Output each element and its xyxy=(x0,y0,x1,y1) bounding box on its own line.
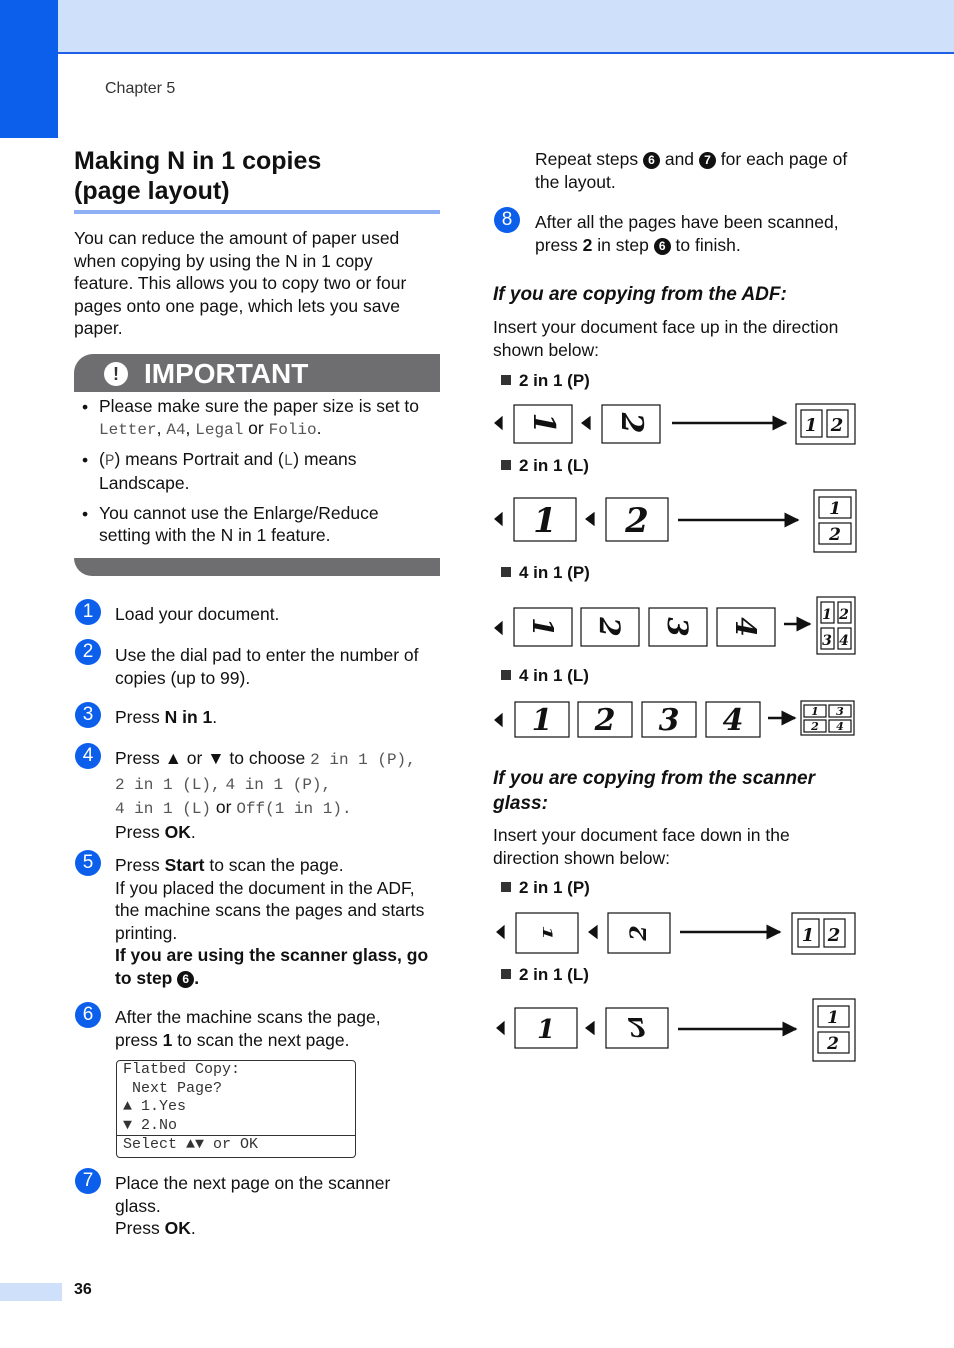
feed-arrow-icon xyxy=(582,417,590,429)
step-4-text xyxy=(115,747,445,843)
step-line xyxy=(115,747,445,772)
svg-text:2: 2 xyxy=(627,1011,647,1041)
step-line: to scan the next page. xyxy=(172,1029,350,1050)
lcd-line: ▼ 2.No xyxy=(123,1116,178,1134)
heading-line: If you are copying from the scanner xyxy=(493,768,816,789)
svg-text:3: 3 xyxy=(836,705,844,718)
bullet-text: ) means Portrait and ( xyxy=(114,449,284,469)
step-number: 5 xyxy=(75,850,101,876)
feed-arrow-icon xyxy=(497,926,504,938)
instruction-line: Insert your document face up in the direction xyxy=(493,317,839,337)
svg-text:2: 2 xyxy=(827,1034,839,1054)
step-5-text xyxy=(115,854,445,989)
step-2-text xyxy=(115,644,445,689)
svg-text:3: 3 xyxy=(658,703,680,738)
step-line xyxy=(115,1029,445,1052)
svg-text:1: 1 xyxy=(827,1008,839,1028)
layout-label-text: 2 in 1 (P) xyxy=(519,878,590,897)
chapter-label: Chapter 5 xyxy=(105,80,176,97)
option-2in1l: 2 in 1 (L), xyxy=(115,775,221,794)
key-start: Start xyxy=(164,855,205,875)
step-number: 8 xyxy=(494,207,520,233)
instruction-line: Insert your document face down in the xyxy=(493,825,790,845)
bullet-dot: • xyxy=(82,450,89,470)
svg-text:4: 4 xyxy=(722,703,744,738)
adf-heading: If you are copying from the ADF: xyxy=(493,284,787,305)
svg-text:4: 4 xyxy=(729,617,762,637)
svg-text:2: 2 xyxy=(594,703,616,738)
step-line: Press xyxy=(115,1218,165,1238)
or-word: or xyxy=(248,418,264,438)
feed-arrow-icon xyxy=(495,513,502,525)
key-ok: OK xyxy=(164,821,191,842)
svg-text:1: 1 xyxy=(539,925,555,941)
svg-text:4: 4 xyxy=(839,633,849,649)
adf-instructions xyxy=(493,316,893,361)
intro-paragraph xyxy=(74,227,444,340)
warning-icon: ! xyxy=(104,362,128,386)
feed-arrow-icon xyxy=(495,622,502,634)
important-bullet-1 xyxy=(99,395,444,441)
feed-arrow-icon xyxy=(586,513,594,525)
key-ok: OK xyxy=(164,1218,191,1238)
step-line: press xyxy=(535,234,583,255)
svg-text:1: 1 xyxy=(536,1015,556,1045)
step-ref-icon: 6 xyxy=(643,152,660,169)
svg-text:2: 2 xyxy=(811,720,819,733)
step-line xyxy=(535,234,935,257)
chapter-tab xyxy=(0,0,58,138)
step-line: Place the next page on the scanner xyxy=(115,1173,391,1193)
step-line: and xyxy=(659,149,699,169)
key-2: 2 xyxy=(582,234,593,255)
instruction-line: shown below: xyxy=(493,339,600,360)
intro-line: pages onto one page, which lets you save xyxy=(74,295,400,316)
bullet-text: Landscape. xyxy=(99,473,190,493)
layout-label-text: 2 in 1 (L) xyxy=(519,965,589,984)
step-number: 3 xyxy=(75,702,101,728)
paper-size-a4: A4 xyxy=(166,421,186,439)
step-line xyxy=(115,821,445,844)
bullet-dot: • xyxy=(82,397,89,417)
step-line: for each page of xyxy=(715,149,848,169)
step-line: If you placed the document in the ADF, xyxy=(115,877,415,898)
intro-line: feature. This allows you to copy two or four xyxy=(74,273,407,293)
paper-size-letter: Letter xyxy=(99,421,157,439)
bullet-text: Letter, A4, Legal or Folio. xyxy=(99,418,322,439)
header-band xyxy=(0,0,954,54)
step-line xyxy=(115,967,445,990)
lcd-line: Flatbed Copy: xyxy=(123,1061,241,1078)
step-line: Repeat steps xyxy=(535,149,643,169)
step-number: 6 xyxy=(75,1002,101,1028)
layout-diagrams xyxy=(490,395,860,1075)
svg-text:2: 2 xyxy=(614,412,649,434)
title-rule xyxy=(74,210,440,214)
svg-text:2: 2 xyxy=(625,501,649,541)
instruction-line: direction shown below: xyxy=(493,847,671,868)
step-number: 7 xyxy=(75,1168,101,1194)
bullet-text: ) means xyxy=(293,449,357,469)
svg-text:3: 3 xyxy=(661,617,694,637)
paper-size-folio: Folio xyxy=(268,421,317,439)
bullet-text: setting with the N in 1 feature. xyxy=(99,525,331,545)
page-number: 36 xyxy=(74,1281,92,1298)
svg-text:2: 2 xyxy=(829,525,841,545)
svg-text:1: 1 xyxy=(829,499,841,519)
step-line xyxy=(115,854,445,877)
feed-arrow-icon xyxy=(495,714,502,726)
layout-label xyxy=(501,371,590,391)
step-line: the layout. xyxy=(535,171,616,192)
step-line: . xyxy=(190,1218,196,1238)
step-line: to step xyxy=(115,967,173,988)
step-line: If you are using the scanner glass, go xyxy=(115,945,429,965)
svg-text:1: 1 xyxy=(804,415,818,436)
step-line xyxy=(535,148,935,171)
svg-text:1: 1 xyxy=(526,412,561,434)
svg-text:2: 2 xyxy=(839,607,849,623)
option-off: Off(1 in 1). xyxy=(236,800,352,818)
option-2in1p: 2 in 1 (P), xyxy=(310,751,416,769)
step-7-text xyxy=(115,1172,445,1240)
svg-text:1: 1 xyxy=(531,703,553,738)
step-line xyxy=(115,772,445,797)
step-line: Press xyxy=(115,707,165,727)
section-title xyxy=(74,146,454,206)
step-line xyxy=(115,1217,445,1240)
feed-arrow-icon xyxy=(497,1022,504,1034)
repeat-text xyxy=(535,148,935,193)
key-n-in-1: N in 1 xyxy=(164,707,213,727)
layout-label-text: 2 in 1 (L) xyxy=(519,456,589,475)
bullet-text: Please make sure the paper size is set to xyxy=(99,396,420,416)
step-1-text: Load your document. xyxy=(115,604,280,624)
step-ref-icon: 7 xyxy=(699,152,716,169)
step-3-text xyxy=(115,706,445,729)
feed-arrow-icon xyxy=(586,1022,594,1034)
svg-text:1: 1 xyxy=(533,501,557,541)
intro-line: when copying by using the N in 1 copy xyxy=(74,250,373,271)
step-number: 4 xyxy=(75,743,101,769)
svg-text:4: 4 xyxy=(836,720,844,733)
svg-text:2: 2 xyxy=(626,925,652,941)
step-line: in step xyxy=(592,234,654,255)
option-4in1l: 4 in 1 (L) xyxy=(115,800,212,818)
step-number: 1 xyxy=(75,599,101,625)
heading-line: glass: xyxy=(493,793,548,814)
square-bullet-icon xyxy=(501,375,511,385)
step-line: After the machine scans the page, xyxy=(115,1007,381,1027)
svg-text:1: 1 xyxy=(822,607,832,623)
section-title-line2: (page layout) xyxy=(74,177,230,205)
step-line: to finish. xyxy=(670,234,741,255)
step-line xyxy=(115,796,445,821)
step-line: the machine scans the pages and starts xyxy=(115,900,425,920)
bullet-text: (P) means Portrait and (L) means xyxy=(99,449,357,470)
portrait-code: P xyxy=(104,452,115,470)
lcd-line: Select ▲▼ or OK xyxy=(117,1135,355,1155)
lcd-line: Next Page? xyxy=(123,1079,223,1097)
svg-text:3: 3 xyxy=(822,633,832,649)
important-bullet-2 xyxy=(99,448,444,494)
step-6-text xyxy=(115,1006,445,1051)
layout-label-text: 2 in 1 (P) xyxy=(519,371,590,390)
svg-text:1: 1 xyxy=(811,705,819,718)
layout-label-text: 4 in 1 (P) xyxy=(519,563,590,582)
feed-arrow-icon xyxy=(495,417,502,429)
layout-label-text: 4 in 1 (L) xyxy=(519,666,589,685)
step-line: . xyxy=(190,821,196,842)
lcd-line: ▲ 1.Yes xyxy=(123,1098,187,1115)
svg-text:2: 2 xyxy=(827,925,841,946)
lcd-display xyxy=(116,1060,356,1158)
bullet-dot: • xyxy=(82,504,89,524)
bullet-text: You cannot use the Enlarge/Reduce xyxy=(99,503,379,523)
footer-band xyxy=(0,1283,62,1301)
svg-text:2: 2 xyxy=(593,617,626,637)
intro-line: You can reduce the amount of paper used xyxy=(74,228,400,248)
step-line: to scan the page. xyxy=(204,855,344,875)
step-number: 2 xyxy=(75,639,101,665)
step-line: printing. xyxy=(115,922,178,943)
step-ref-icon: 6 xyxy=(177,971,194,988)
paper-size-legal: Legal xyxy=(195,421,244,439)
important-title: IMPORTANT xyxy=(144,358,309,389)
step-line: copies (up to 99). xyxy=(115,667,251,688)
or-word: or xyxy=(215,797,232,817)
important-footer xyxy=(74,558,440,576)
step-line: . xyxy=(212,707,218,727)
step-line: press xyxy=(115,1029,163,1050)
step-ref-icon: 6 xyxy=(654,238,671,255)
step-line: glass. xyxy=(115,1195,161,1216)
option-4in1p: 4 in 1 (P), xyxy=(225,775,332,794)
step-line: Press ▲ or ▼ to choose xyxy=(115,748,311,768)
step-line: . xyxy=(194,967,200,988)
intro-line: paper. xyxy=(74,318,123,338)
svg-text:1: 1 xyxy=(801,925,815,946)
step-line: Press xyxy=(115,821,165,842)
key-1: 1 xyxy=(162,1029,173,1050)
landscape-code: L xyxy=(283,452,294,470)
svg-text:1: 1 xyxy=(526,617,559,637)
step-line: After all the pages have been scanned, xyxy=(535,212,839,232)
section-title-line1: Making N in 1 copies xyxy=(74,147,322,175)
feed-arrow-icon xyxy=(589,926,597,938)
step-line: Press xyxy=(115,855,165,875)
step-line: Use the dial pad to enter the number of xyxy=(115,645,419,665)
important-bullet-3 xyxy=(99,502,444,546)
step-8-text xyxy=(535,211,935,256)
svg-text:2: 2 xyxy=(830,415,844,436)
